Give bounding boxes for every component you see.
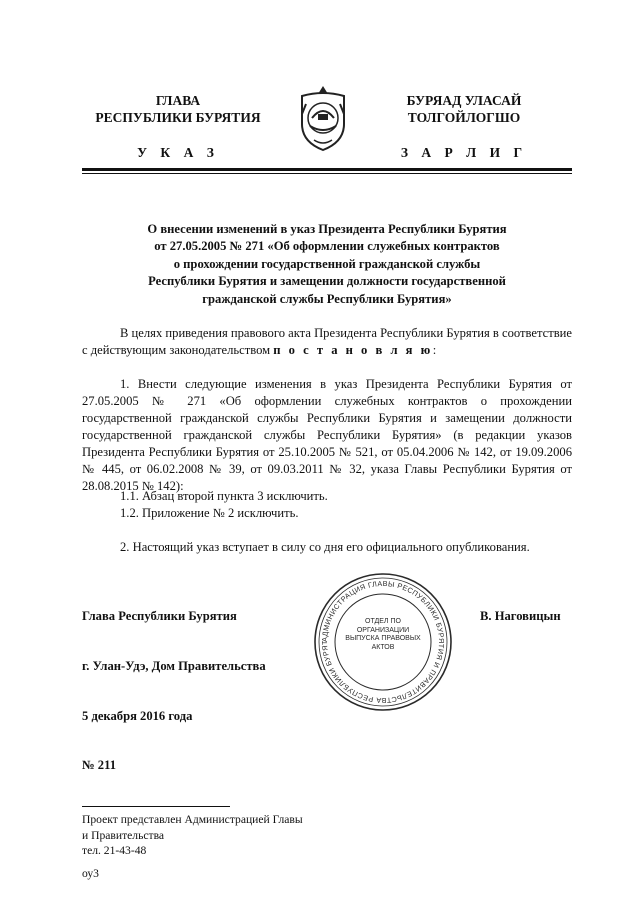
item-1-1: 1.1. Абзац второй пункта 3 исключить. <box>120 489 328 503</box>
header-right-line1: БУРЯАД УЛАСАЙ <box>406 93 522 108</box>
footer-line2: и Правительства <box>82 828 165 842</box>
header-rule-thick <box>82 168 572 171</box>
header-right-line2: ТОЛГОЙЛОГШО <box>407 110 521 125</box>
header-right <box>364 92 564 161</box>
title-line: о прохождении государственной гражданской службы <box>173 256 481 271</box>
signature-position: Глава Республики Бурятия <box>82 609 237 623</box>
header-left-line1: ГЛАВА <box>155 93 201 108</box>
title-line: гражданской службы Республики Бурятия» <box>202 291 452 306</box>
signature-name: В. Наговицын <box>480 609 561 623</box>
item-1-paragraph: 1. Внести следующие изменения в указ Президента Республики Бурятия от 27.05.2005 № 271 «Об оформлении служебных контрактов о прохождении государственной гражданской службы Республики Бурятия и замещении должности государственной гражданской службы Республики Бурятия» (в редакции указов Президента Республики Бурятия от 25.10.2005 № 521, от 05.04.2006 № 142, от 19.09.2006 № 445, от 06.02.2008 № 39, от 09.03.2011 № 32, указа Главы Республики Бурятия от 28.08.2015 № 142): <box>82 377 572 493</box>
footer-rule <box>82 806 230 807</box>
title-line: О внесении изменений в указ Президента Республики Бурятия <box>147 222 507 236</box>
header-left-line2: РЕСПУБЛИКИ БУРЯТИЯ <box>95 110 261 125</box>
footer-code: оу3 <box>82 867 99 880</box>
header-right-doc-type: З А Р Л И Г <box>400 145 528 160</box>
decree-word: п о с т а н о в л я ю <box>273 343 433 357</box>
item-2-paragraph: 2. Настоящий указ вступает в силу со дня его официального опубликования. <box>120 540 530 554</box>
header-left-doc-type: У К А З <box>137 145 219 160</box>
footer-note <box>82 812 303 859</box>
header-rule-thin <box>82 173 572 174</box>
document-title <box>82 221 572 308</box>
footer-line1: Проект представлен Администрацией Главы <box>82 813 303 826</box>
coat-of-arms-emblem <box>292 84 354 154</box>
signature-date: 5 декабря 2016 года <box>82 709 193 723</box>
stamp-center-text: ОТДЕЛ ПО ОРГАНИЗАЦИИ ВЫПУСКА ПРАВОВЫХ АКТОВ <box>345 618 421 651</box>
preamble-paragraph <box>82 325 572 359</box>
official-stamp <box>313 572 453 712</box>
title-line: Республики Бурятия и замещении должности государственной <box>148 274 506 289</box>
header-left <box>78 92 278 161</box>
title-line: от 27.05.2005 № 271 «Об оформлении служебных контрактов <box>154 239 500 254</box>
preamble-text: В целях приведения правового акта Президента Республики Бурятия в соответствие с действующим законодательством <box>82 326 572 357</box>
footer-line3: тел. 21-43-48 <box>82 844 147 857</box>
item-1-2: 1.2. Приложение № 2 исключить. <box>120 506 299 520</box>
signature-place: г. Улан-Удэ, Дом Правительства <box>82 659 266 673</box>
signature-number: № 211 <box>82 758 116 772</box>
preamble-end: : <box>432 343 437 357</box>
stamp-ring-text: АДМИНИСТРАЦИЯ ГЛАВЫ РЕСПУБЛИКИ БУРЯТИЯ И ПРАВИТЕЛЬСТВА РЕСПУБЛИКИ БУРЯТ <box>319 578 447 706</box>
